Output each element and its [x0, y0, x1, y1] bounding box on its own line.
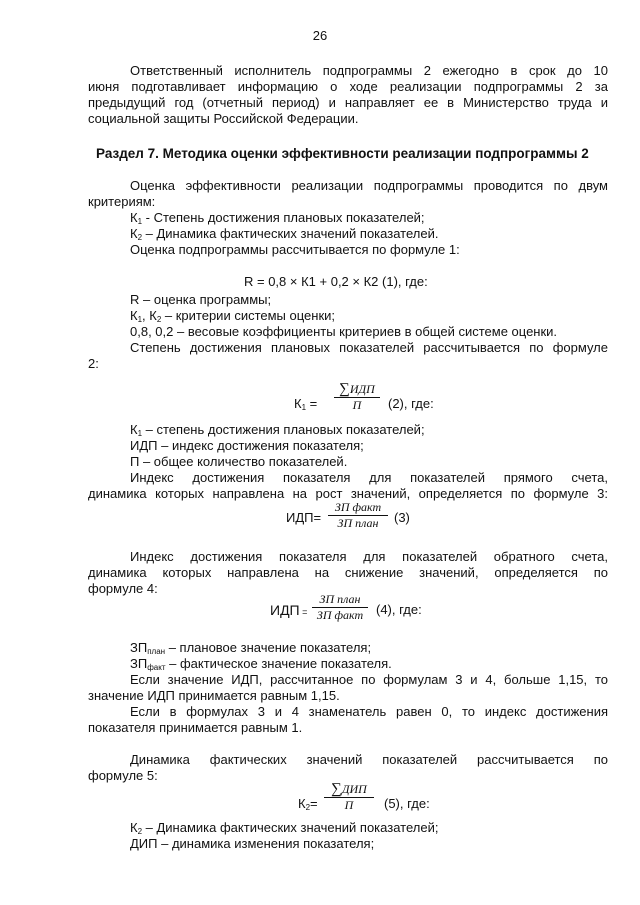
intro-line-2: июня подготавливает информацию о ходе реализации подпрограммы 2 за	[88, 79, 608, 94]
def-zp-plan: $ЗП_{план}$ – плановое значение показателя;	[130, 640, 372, 656]
formula-5-tail: (5), где:	[384, 796, 430, 811]
reverse-line-3: формуле 4:	[88, 581, 158, 596]
def-k1: $К_1$ – степень достижения плановых показателей;	[130, 422, 425, 438]
formula-2-fraction	[334, 382, 380, 413]
formula-3-denominator: ЗП план	[337, 516, 379, 530]
formula-5-fraction	[324, 782, 374, 813]
dynamics-line-2: формуле 5:	[88, 768, 158, 783]
direct-line-1: Индекс достижения показателя для показателей прямого счета,	[130, 470, 608, 485]
cap-line-1: Если значение ИДП, рассчитанное по формулам 3 и 4, больше 1,15, то	[130, 672, 608, 687]
formula-4-fraction	[312, 592, 368, 623]
eval-line-2: критериям:	[88, 194, 156, 209]
degree-line-1: Степень достижения плановых показателей рассчитывается по формуле	[130, 340, 608, 355]
def-weights: 0,8, 0,2 – весовые коэффициенты критериев в общей системе оценки.	[130, 324, 558, 339]
eval-line-5: Оценка подпрограммы рассчитывается по формуле 1:	[130, 242, 460, 257]
formula-4-tail: (4), где:	[376, 602, 422, 617]
def-k2: $К_2$ – Динамика фактических значений показателей;	[130, 820, 439, 836]
formula-2-numerator: ∑ИДП	[334, 382, 380, 398]
formula-4-lhs: ИДП =	[270, 602, 308, 618]
def-k1-k2: $К_1$, $К_2$ – критерии системы оценки;	[130, 308, 336, 324]
formula-4-numerator: ЗП план	[312, 592, 368, 608]
formula-2-denominator: П	[352, 398, 362, 412]
intro-line-1: Ответственный исполнитель подпрограммы 2 ежегодно в срок до 10	[130, 63, 608, 78]
formula-1: R = 0,8 × К1 + 0,2 × К2 (1), где:	[244, 274, 428, 289]
cap-line-2: значение ИДП принимается равным 1,15.	[88, 688, 340, 703]
formula-3-numerator: ЗП факт	[328, 500, 388, 516]
dynamics-line-1: Динамика фактических значений показателей рассчитывается по	[130, 752, 608, 767]
def-p: П – общее количество показателей.	[130, 454, 348, 469]
eval-line-1: Оценка эффективности реализации подпрограммы проводится по двум	[130, 178, 608, 193]
formula-2-tail: (2), где:	[388, 396, 434, 411]
def-zp-fact: $ЗП_{факт}$ – фактическое значение показателя.	[130, 656, 392, 672]
formula-4-denominator: ЗП факт	[316, 608, 364, 622]
direct-line-2: динамика которых направлена на рост значений, определяется по формуле 3:	[88, 486, 608, 501]
page-number: 26	[312, 28, 328, 43]
formula-3-lhs: ИДП=	[286, 510, 322, 525]
reverse-line-1: Индекс достижения показателя для показателей обратного счета,	[130, 549, 608, 564]
formula-5-lhs: $К_2=$	[298, 796, 318, 812]
formula-3-fraction	[328, 500, 388, 531]
def-dip: ДИП – динамика изменения показателя;	[130, 836, 375, 851]
criterion-k1: $К_1$ - Степень достижения плановых показателей;	[130, 210, 425, 226]
intro-line-3: предыдущий год (отчетный период) и направляет ее в Министерство труда и	[88, 95, 608, 110]
formula-3-tail: (3)	[394, 510, 410, 525]
formula-2-lhs: $К_1$ =	[294, 396, 318, 412]
def-r: R – оценка программы;	[130, 292, 272, 307]
degree-line-2: 2:	[88, 356, 99, 371]
zero-line-2: показателя принимается равным 1.	[88, 720, 303, 735]
formula-5-numerator: ∑ДИП	[324, 782, 374, 798]
criterion-k2: $К_2$ – Динамика фактических значений показателей.	[130, 226, 439, 242]
intro-line-4: социальной защиты Российской Федерации.	[88, 111, 359, 126]
zero-line-1: Если в формулах 3 и 4 знаменатель равен 0, то индекс достижения	[130, 704, 608, 719]
formula-5-denominator: П	[344, 798, 354, 812]
reverse-line-2: динамика которых направлена на снижение значений, определяется по	[88, 565, 608, 580]
def-idp: ИДП – индекс достижения показателя;	[130, 438, 364, 453]
section-heading: Раздел 7. Методика оценки эффективности реализации подпрограммы 2	[96, 146, 589, 161]
